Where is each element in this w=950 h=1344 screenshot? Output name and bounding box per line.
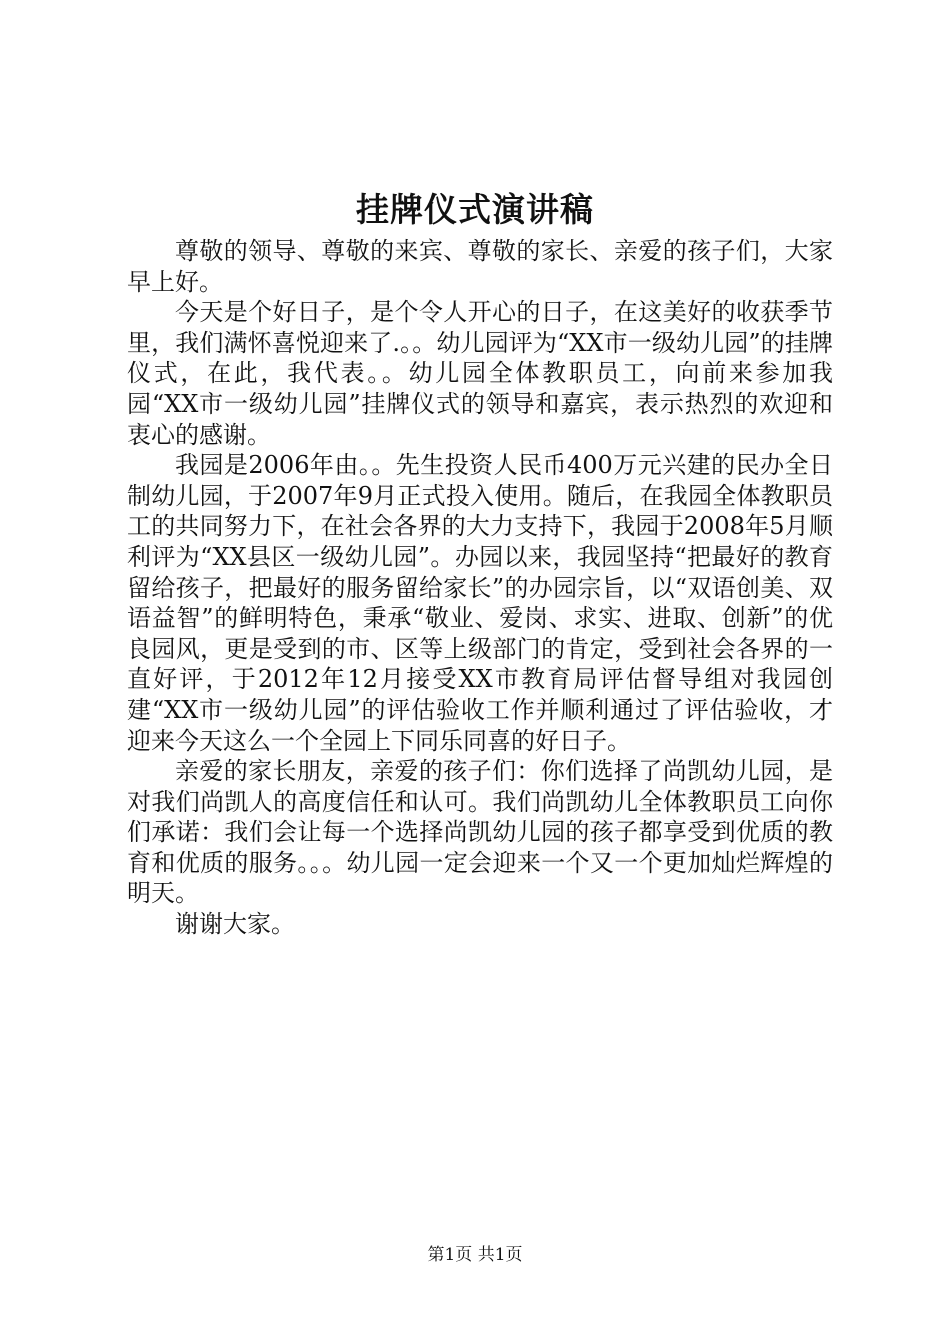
document-body [127,236,833,940]
page-number-footer: 第1页 共1页 [427,1245,523,1265]
paragraph-thanks: 谢谢大家。 [175,910,295,939]
document-title: 挂牌仪式演讲稿 [356,190,594,229]
paragraph-promise: 亲爱的家长朋友，亲爱的孩子们：你们选择了尚凯幼儿园，是对我们尚凯人的高度信任和认可。我们尚凯幼儿全体教职员工向你们承诺：我们会让每一个选择尚凯幼儿园的孩子都享受到优质的教育和优质的服务。。。幼儿园一定会迎来一个又一个更加灿烂辉煌的明天。 [127,757,833,908]
paragraph-history: 我园是2006年由。。先生投资人民币400万元兴建的民办全日制幼儿园，于2007年9月正式投入使用。随后，在我园全体教职员工的共同努力下，在社会各界的大力支持下，我园于2008年5月顺利评为“XX县区一级幼儿园”。办园以来，我园坚持“把最好的教育留给孩子，把最好的服务留给家长”的办园宗旨，以“双语创美、双语益智”的鲜明特色，秉承“敬业、爱岗、求实、进取、创新”的优良园风，更是受到的市、区等上级部门的肯定，受到社会各界的一直好评，于2012年12月接受XX市教育局评估督导组对我园创建“XX市一级幼儿园”的评估验收工作并顺利通过了评估验收，才迎来今天这么一个全园上下同乐同喜的好日子。 [127,451,833,755]
paragraph-greeting: 尊敬的领导、尊敬的来宾、尊敬的家长、亲爱的孩子们，大家早上好。 [127,237,833,296]
paragraph-welcome: 今天是个好日子，是个令人开心的日子，在这美好的收获季节里，我们满怀喜悦迎来了.。。幼儿园评为“XX市一级幼儿园”的挂牌仪式，在此，我代表。。幼儿园全体教职员工，向前来参加我园“XX市一级幼儿园”挂牌仪式的领导和嘉宾，表示热烈的欢迎和衷心的感谢。 [127,298,833,449]
